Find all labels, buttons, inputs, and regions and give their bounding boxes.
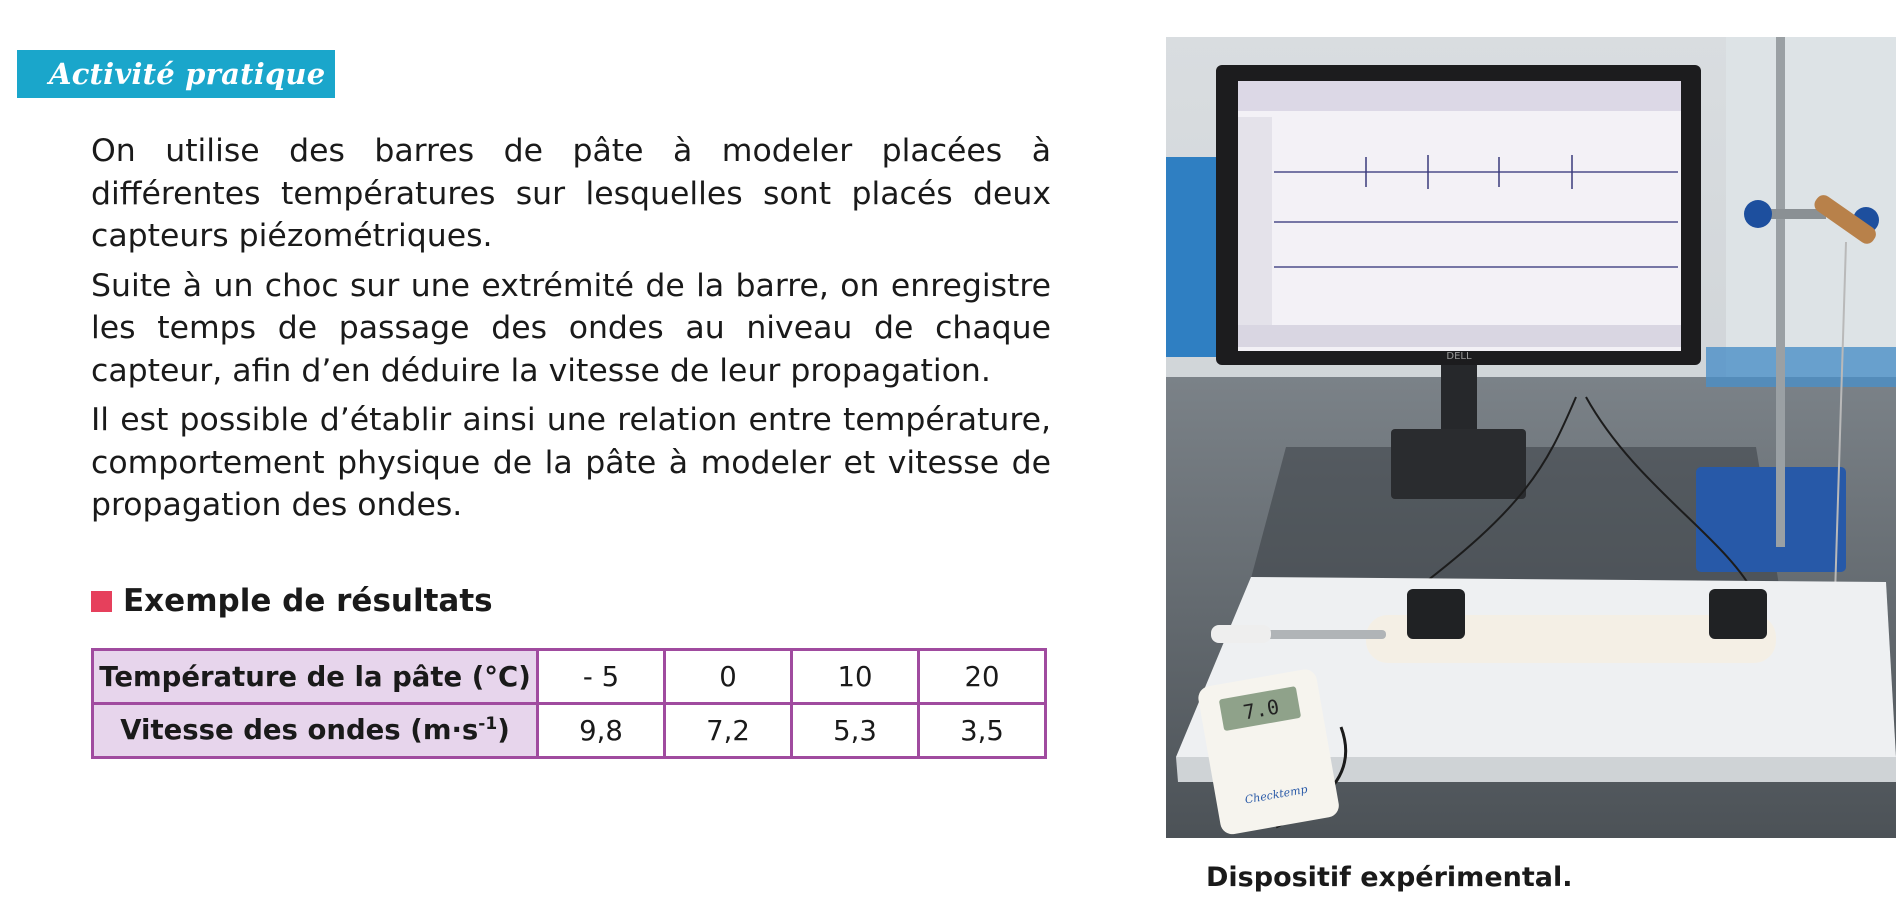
section-title: Exemple de résultats (123, 583, 493, 619)
thermometer-display-text: 7.0 (1241, 694, 1282, 725)
table-row (93, 650, 1046, 704)
section-square-icon (91, 591, 112, 612)
experiment-photo (1166, 37, 1896, 838)
table-cell: 5,3 (792, 704, 919, 758)
row-header-speed-main: Vitesse des ondes (m·s (120, 714, 479, 747)
row-header-speed (93, 704, 538, 758)
table-cell: 7,2 (665, 704, 792, 758)
photo-caption: Dispositif expérimental. (1206, 862, 1573, 893)
row-header-speed-end: ) (497, 714, 510, 747)
table-cell: - 5 (538, 650, 665, 704)
table-cell: 3,5 (919, 704, 1046, 758)
table-cell: 9,8 (538, 704, 665, 758)
activity-banner (17, 50, 335, 98)
section-heading (91, 583, 493, 619)
paragraph: On utilise des barres de pâte à modeler placées à différentes températures sur lesquelles sont placés deux capteurs piézométriques. (91, 133, 1051, 254)
results-table (91, 648, 1047, 759)
table-cell: 10 (792, 650, 919, 704)
activity-banner-label: Activité pratique (49, 57, 326, 91)
paragraph: Il est possible d’établir ainsi une relation entre température, comportement physique de la pâte à modeler et vitesse de propagation des ondes. (91, 402, 1051, 523)
thermometer-brand-text: Checktemp (1243, 782, 1309, 807)
experiment-photo-illustration (1166, 37, 1896, 838)
monitor-brand-text: DELL (1446, 351, 1472, 362)
table-cell: 20 (919, 650, 1046, 704)
table-cell: 0 (665, 650, 792, 704)
table-row (93, 704, 1046, 758)
paragraph: Suite à un choc sur une extrémité de la barre, on enregistre les temps de passage des ondes au niveau de chaque capteur, afin d’en déduire la vitesse de leur propagation. (91, 267, 1051, 389)
row-header-speed-exponent: -1 (478, 714, 498, 735)
intro-text (91, 130, 1051, 534)
row-header-temperature: Température de la pâte (°C) (93, 650, 538, 704)
